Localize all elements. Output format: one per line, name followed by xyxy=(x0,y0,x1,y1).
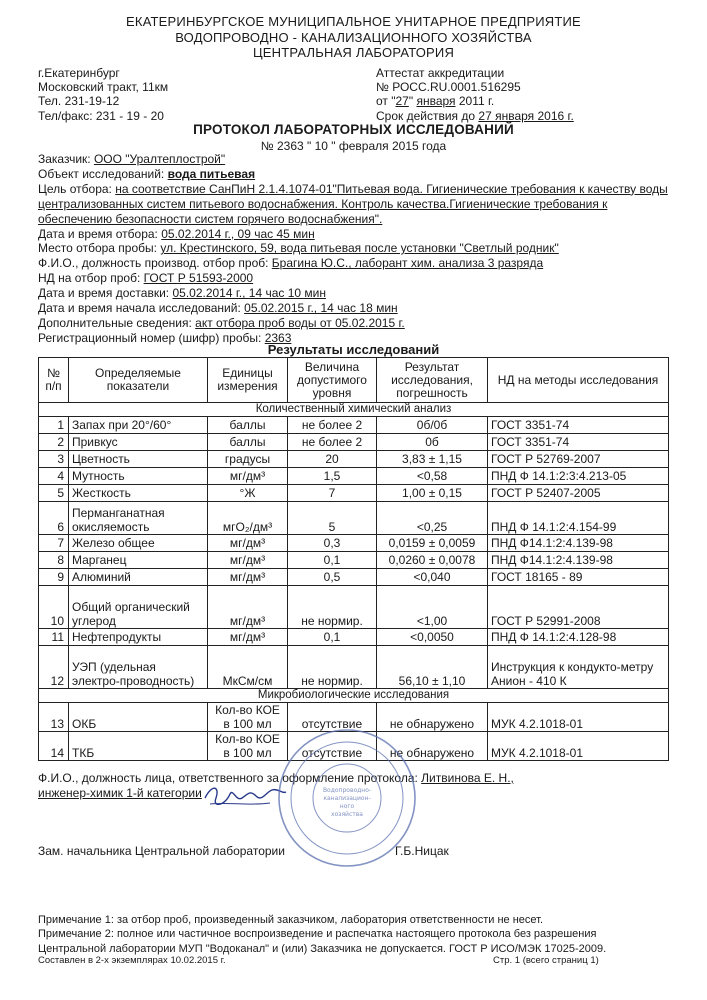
row-number: 12 xyxy=(39,646,69,689)
date-prefix: от " xyxy=(376,94,396,109)
accreditation-label: Аттестат аккредитации xyxy=(376,66,505,80)
copies-note: Составлен в 2-х экземплярах 10.02.2015 г. xyxy=(38,955,226,966)
table-row xyxy=(39,417,669,434)
row-indicator: Цветность xyxy=(69,451,208,468)
date-month: января xyxy=(416,94,456,109)
row-unit: Кол-во КОЕ в 100 мл xyxy=(208,703,288,732)
results-body xyxy=(39,403,669,761)
row-number: 5 xyxy=(39,485,69,502)
row-limit: отсутствие xyxy=(288,732,377,761)
row-limit: не более 2 xyxy=(288,417,377,434)
sampling-row xyxy=(38,227,668,242)
extra-row xyxy=(38,316,668,331)
header-limit: Величина допустимого уровня xyxy=(288,358,377,403)
row-unit: мг/дм³ xyxy=(208,552,288,569)
row-method: ГОСТ 3351-74 xyxy=(488,417,669,434)
object-value: вода питьевая xyxy=(167,166,256,181)
row-limit: не нормир. xyxy=(288,646,377,689)
row-result: не обнаружено xyxy=(377,732,488,761)
results-table xyxy=(38,357,669,761)
row-indicator: Алюминий xyxy=(69,569,208,586)
responsible-name: Литвинова Е. Н., xyxy=(421,771,514,785)
row-limit: отсутствие xyxy=(288,703,377,732)
row-result: <0,040 xyxy=(377,569,488,586)
row-number: 7 xyxy=(39,535,69,552)
deputy-name: Г.Б.Ницак xyxy=(395,844,449,858)
reg-label: Регистрационный номер (шифр) пробы: xyxy=(38,330,265,345)
section-chemical: Количественный химический анализ xyxy=(39,403,669,417)
fax: Тел/факс: 231 - 19 - 20 xyxy=(38,108,164,123)
table-row xyxy=(39,485,669,502)
row-method: ПНД Ф14.1:2:4.139-98 xyxy=(488,535,669,552)
table-row xyxy=(39,468,669,485)
row-method: ПНД Ф 14.1:2:3:4.213-05 xyxy=(488,468,669,485)
table-row xyxy=(39,629,669,646)
row-number: 14 xyxy=(39,732,69,761)
row-indicator: УЭП (удельная электро-проводность) xyxy=(69,646,208,689)
sampler-row xyxy=(38,256,668,271)
row-number: 2 xyxy=(39,434,69,451)
phone: Тел. 231-19-12 xyxy=(38,94,120,109)
row-method: ГОСТ Р 52407-2005 xyxy=(488,485,669,502)
responsible-label: Ф.И.О., должность лица, ответственного за оформление протокола: xyxy=(38,771,422,785)
row-limit: 0,3 xyxy=(288,535,377,552)
header-indicator: Определяемые показатели xyxy=(69,358,208,403)
row-method: ПНД Ф14.1:2:4.139-98 xyxy=(488,552,669,569)
note-2: Примечание 2: полное или частичное воспроизведение и распечатка настоящего протокола без разрешения xyxy=(38,928,597,941)
row-unit: мгО₂/дм³ xyxy=(208,502,288,535)
row-limit: 5 xyxy=(288,502,377,535)
header-result: Результат исследования, погрешность xyxy=(377,358,488,403)
nd-row xyxy=(38,271,668,286)
responsible-position: инженер-химик 1-й категории xyxy=(38,785,202,800)
nd-value: ГОСТ Р 51593-2000 xyxy=(143,271,254,286)
row-unit: мг/дм³ xyxy=(208,468,288,485)
row-unit: Кол-во КОЕ в 100 мл xyxy=(208,732,288,761)
row-method: МУК 4.2.1018-01 xyxy=(488,703,669,732)
row-indicator: Железо общее xyxy=(69,535,208,552)
row-result: <0,0050 xyxy=(377,629,488,646)
nd-label: НД на отбор проб: xyxy=(38,271,144,286)
row-result: 3,83 ± 1,15 xyxy=(377,451,488,468)
table-row xyxy=(39,586,669,629)
extra-label: Дополнительные сведения: xyxy=(38,315,196,330)
table-row xyxy=(39,646,669,689)
table-row xyxy=(39,535,669,552)
row-method: ГОСТ 3351-74 xyxy=(488,434,669,451)
valid-label: Срок действия до xyxy=(376,108,479,123)
row-indicator: Привкус xyxy=(69,434,208,451)
sampler-value: Брагина Ю.С., лаборант хим. анализа 3 разряда xyxy=(271,256,544,271)
row-unit: мг/дм³ xyxy=(208,535,288,552)
row-number: 6 xyxy=(39,502,69,535)
reg-value: 2363 xyxy=(264,330,292,345)
row-unit: мг/дм³ xyxy=(208,586,288,629)
place-row xyxy=(38,241,668,256)
row-indicator: Нефтепродукты xyxy=(69,629,208,646)
row-limit: 0,1 xyxy=(288,552,377,569)
notes-block xyxy=(38,913,678,956)
start-value: 05.02.2015 г., 14 час 18 мин xyxy=(244,301,398,316)
section-row xyxy=(39,403,669,417)
customer-value: ООО "Уралтеплострой" xyxy=(93,152,226,166)
organization-header xyxy=(0,14,707,61)
table-row xyxy=(39,451,669,468)
start-row xyxy=(38,301,668,316)
accreditation-block xyxy=(376,66,574,123)
header-num: № п/п xyxy=(39,358,69,403)
customer-row xyxy=(38,152,668,167)
row-result: 0,0159 ± 0,0059 xyxy=(377,535,488,552)
org-line-2: ВОДОПРОВОДНО - КАНАЛИЗАЦИОННОГО ХОЗЯЙСТВА xyxy=(175,29,532,45)
row-method: ПНД Ф 14.1:2:4.154-99 xyxy=(488,502,669,535)
section-row xyxy=(39,689,669,703)
extra-value: акт отбора проб воды от 05.02.2015 г. xyxy=(195,315,405,330)
row-indicator: Марганец xyxy=(69,552,208,569)
row-number: 1 xyxy=(39,417,69,434)
row-unit: баллы xyxy=(208,434,288,451)
protocol-title: ПРОТОКОЛ ЛАБОРАТОРНЫХ ИССЛЕДОВАНИЙ xyxy=(193,122,514,137)
row-indicator: ТКБ xyxy=(69,732,208,761)
row-method: ГОСТ 18165 - 89 xyxy=(488,569,669,586)
row-number: 13 xyxy=(39,703,69,732)
row-unit: градусы xyxy=(208,451,288,468)
delivery-row xyxy=(38,286,668,301)
results-title: Результаты исследований xyxy=(267,342,440,357)
stamp-text-3: ного xyxy=(339,803,355,810)
sampling-value: 05.02.2014 г., 09 час 45 мин xyxy=(161,226,315,241)
start-label: Дата и время начала исследований: xyxy=(38,301,245,316)
stamp-text-1: Водопроводно- xyxy=(322,787,372,794)
place-label: Место отбора пробы: xyxy=(38,241,161,256)
accreditation-number: № РОСС.RU.0001.516295 xyxy=(376,80,521,95)
row-limit: 0,5 xyxy=(288,569,377,586)
row-method: ГОСТ Р 52991-2008 xyxy=(488,586,669,629)
date-year: 2011 г. xyxy=(455,94,495,109)
row-result: 0,0260 ± 0,0078 xyxy=(377,552,488,569)
protocol-number: № 2363 " 10 " февраля 2015 года xyxy=(260,139,447,153)
sampler-label: Ф.И.О., должность производ. отбор проб: xyxy=(38,256,272,271)
row-result: не обнаружено xyxy=(377,703,488,732)
address: Московский тракт, 11км xyxy=(38,80,169,95)
place-value: ул. Крестинского, 59, вода питьевая после установки "Светлый родник" xyxy=(160,241,559,256)
org-line-3: ЦЕНТРАЛЬНАЯ ЛАБОРАТОРИЯ xyxy=(252,45,455,60)
org-line-1: ЕКАТЕРИНБУРГСКОЕ МУНИЦИПАЛЬНОЕ УНИТАРНОЕ ПРЕДПРИЯТИЕ xyxy=(126,14,581,29)
note-1: Примечание 1: за отбор проб, произведенный заказчиком, лаборатория ответственности не несет. xyxy=(38,914,544,926)
date-mid: " xyxy=(408,94,417,109)
stamp-text-4: хозяйства xyxy=(331,811,363,818)
object-label: Объект исследований: xyxy=(38,166,168,181)
row-number: 3 xyxy=(39,451,69,468)
note-3: Центральной лаборатории МУП "Водоканал" и (или) Заказчика не допускается. ГОСТ Р ИСО/МЭК 17025-2009. xyxy=(38,942,607,955)
row-unit: °Ж xyxy=(208,485,288,502)
row-result: 1,00 ± 0,15 xyxy=(377,485,488,502)
deputy-title: Зам. начальника Центральной лаборатории xyxy=(38,844,285,858)
row-limit: 20 xyxy=(288,451,377,468)
row-result: 0б/0б xyxy=(377,417,488,434)
row-unit: МкСм/см xyxy=(208,646,288,689)
row-result: <0,25 xyxy=(377,502,488,535)
row-number: 4 xyxy=(39,468,69,485)
accreditation-date xyxy=(376,94,574,108)
row-indicator: Общий органический углерод xyxy=(69,586,208,629)
table-row xyxy=(39,569,669,586)
delivery-value: 05.02.2014 г., 14 час 10 мин xyxy=(172,286,326,301)
sampling-label: Дата и время отбора: xyxy=(38,226,162,241)
row-method: ГОСТ Р 52769-2007 xyxy=(488,451,669,468)
row-limit: 1,5 xyxy=(288,468,377,485)
sample-info xyxy=(38,152,668,346)
object-row xyxy=(38,167,668,182)
header-units: Единицы измерения xyxy=(208,358,288,403)
row-number: 9 xyxy=(39,569,69,586)
stamp-text-2: канализацион- xyxy=(323,795,371,802)
row-result: <0,58 xyxy=(377,468,488,485)
purpose-row xyxy=(38,182,668,227)
date-day: 27 xyxy=(395,94,409,109)
customer-label: Заказчик: xyxy=(38,152,94,166)
contacts-block xyxy=(38,66,168,123)
row-number: 11 xyxy=(39,629,69,646)
row-result: 56,10 ± 1,10 xyxy=(377,646,488,689)
valid-date: 27 января 2016 г. xyxy=(478,108,574,123)
table-row xyxy=(39,552,669,569)
row-method: МУК 4.2.1018-01 xyxy=(488,732,669,761)
row-limit: 7 xyxy=(288,485,377,502)
row-indicator: Мутность xyxy=(69,468,208,485)
row-number: 8 xyxy=(39,552,69,569)
row-unit: мг/дм³ xyxy=(208,629,288,646)
row-result: 0б xyxy=(377,434,488,451)
purpose-label: Цель отбора: xyxy=(38,181,116,196)
row-method: Инструкция к кондукто-метру Анион - 410 К xyxy=(488,646,669,689)
delivery-label: Дата и время доставки: xyxy=(38,286,173,301)
row-limit: 0,1 xyxy=(288,629,377,646)
row-indicator: Запах при 20°/60° xyxy=(69,417,208,434)
page-number: Стр. 1 (всего страниц 1) xyxy=(493,955,599,966)
validity xyxy=(376,109,574,123)
row-indicator: Перманганатная окисляемость xyxy=(69,502,208,535)
header-method: НД на методы исследования xyxy=(488,358,669,403)
row-limit: не более 2 xyxy=(288,434,377,451)
row-number: 10 xyxy=(39,586,69,629)
city: г.Екатеринбург xyxy=(38,66,120,80)
table-header-row xyxy=(39,358,669,403)
table-row xyxy=(39,434,669,451)
table-row xyxy=(39,502,669,535)
row-unit: мг/дм³ xyxy=(208,569,288,586)
section-microbiology: Микробиологические исследования xyxy=(39,689,669,703)
row-indicator: ОКБ xyxy=(69,703,208,732)
row-result: <1,00 xyxy=(377,586,488,629)
row-limit: не нормир. xyxy=(288,586,377,629)
row-unit: баллы xyxy=(208,417,288,434)
row-indicator: Жесткость xyxy=(69,485,208,502)
row-method: ПНД Ф 14.1:2:4.128-98 xyxy=(488,629,669,646)
purpose-value: на соответствие СанПиН 2.1.4.1074-01"Питьевая вода. Гигиенические требования к качеству воды централизованных систем питьевого водоснабжения. Контроль качества.Гигиенические требования к обеспечению безопасности систем горячего водоснабжения". xyxy=(38,181,668,226)
